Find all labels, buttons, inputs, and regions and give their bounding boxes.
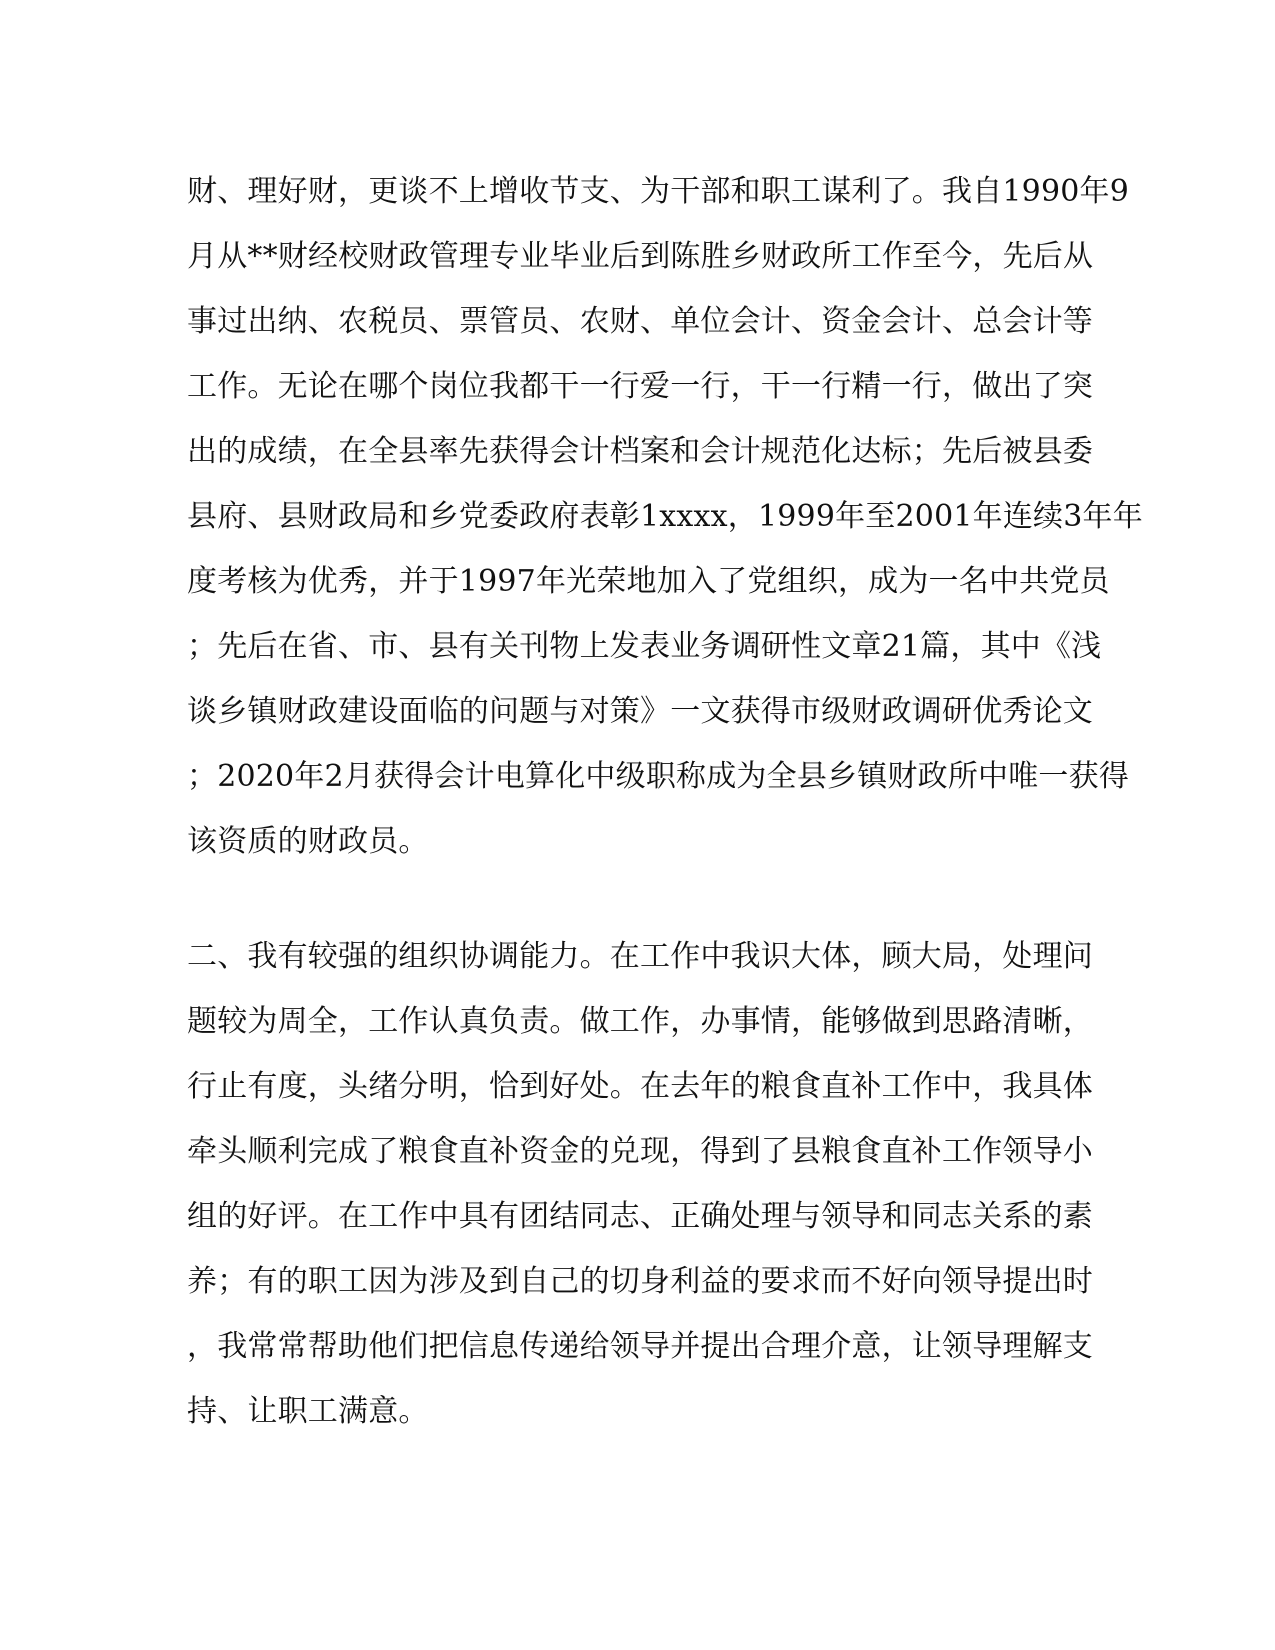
text-line: 该资质的财政员。 xyxy=(187,824,429,859)
text-line: 县府、县财政局和乡党委政府表彰1xxxx，1999年至2001年连续3年年 xyxy=(187,499,1143,534)
text-line: 持、让职工满意。 xyxy=(187,1394,429,1429)
text-line: 二、我有较强的组织协调能力。在工作中我识大体，顾大局，处理问 xyxy=(187,939,1093,974)
paragraph-2 xyxy=(187,937,1093,1457)
text-line: 谈乡镇财政建设面临的问题与对策》一文获得市级财政调研优秀论文 xyxy=(187,694,1093,729)
text-line: 行止有度，头绪分明，恰到好处。在去年的粮食直补工作中，我具体 xyxy=(187,1069,1093,1104)
text-line: 出的成绩，在全县率先获得会计档案和会计规范化达标；先后被县委 xyxy=(187,434,1093,469)
text-line: 养；有的职工因为涉及到自己的切身利益的要求而不好向领导提出时 xyxy=(187,1264,1093,1299)
text-line: ，我常常帮助他们把信息传递给领导并提出合理介意，让领导理解支 xyxy=(187,1329,1093,1364)
text-line: ；先后在省、市、县有关刊物上发表业务调研性文章21篇，其中《浅 xyxy=(187,629,1102,664)
text-line: 月从**财经校财政管理专业毕业后到陈胜乡财政所工作至今，先后从 xyxy=(187,239,1094,274)
text-line: 工作。无论在哪个岗位我都干一行爱一行，干一行精一行，做出了突 xyxy=(187,369,1093,404)
text-line: 财、理好财，更谈不上增收节支、为干部和职工谋利了。我自1990年9 xyxy=(187,174,1130,209)
text-line: 组的好评。在工作中具有团结同志、正确处理与领导和同志关系的素 xyxy=(187,1199,1093,1234)
text-line: ；2020年2月获得会计电算化中级职称成为全县乡镇财政所中唯一获得 xyxy=(187,759,1130,794)
text-line: 牵头顺利完成了粮食直补资金的兑现，得到了县粮食直补工作领导小 xyxy=(187,1134,1093,1169)
text-line: 事过出纳、农税员、票管员、农财、单位会计、资金会计、总会计等 xyxy=(187,304,1093,339)
text-line: 度考核为优秀，并于1997年光荣地加入了党组织，成为一名中共党员 xyxy=(187,564,1110,599)
paragraph-1 xyxy=(187,172,1143,887)
text-line: 题较为周全，工作认真负责。做工作，办事情，能够做到思路清晰， xyxy=(187,1004,1093,1039)
